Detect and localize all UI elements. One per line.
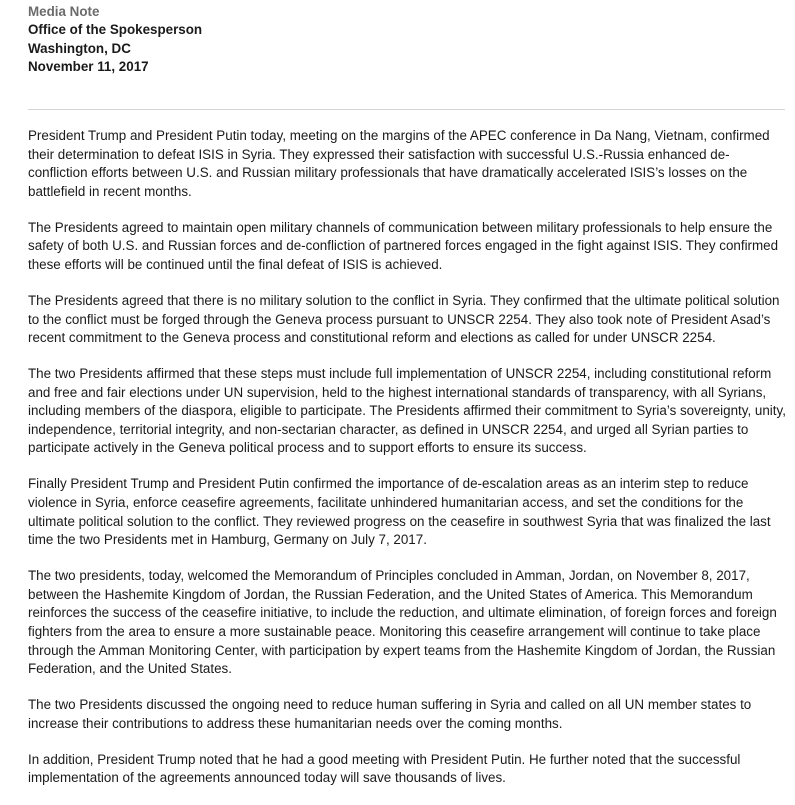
document-type-label: Media Note xyxy=(28,4,100,19)
statement-body xyxy=(28,127,786,805)
header-divider xyxy=(28,109,785,110)
document-header xyxy=(28,3,786,77)
paragraph-closing: In addition, President Trump noted that he had a good meeting with President Putin. He further noted that the successful implementation of the agreements announced today will save thousands of lives. xyxy=(28,751,741,786)
paragraph-military-channels: The Presidents agreed to maintain open military channels of communication between military professionals to help ensure the safety of both U.S. and Russian forces and de-confliction of partnered forces engaged in the fight against ISIS. They confirmed these efforts will be continued until the final defeat of ISIS is achieved. xyxy=(28,219,779,272)
paragraph-political-solution: The Presidents agreed that there is no military solution to the conflict in Syria. They confirmed that the ultimate political solution to the conflict must be forged through the Geneva process pursuant to UNSCR 2254. They also took note of President Asad’s recent commitment to the Geneva process and constitutional reform and elections as called for under UNSCR 2254. xyxy=(28,292,780,346)
paragraph-meeting-summary: President Trump and President Putin today, meeting on the margins of the APEC conference in Da Nang, Vietnam, confirmed their determination to defeat ISIS in Syria. They expressed their satisfaction with successful U.S.-Russia enhanced de-confliction efforts between U.S. and Russian military professionals that have dramatically accelerated ISIS’s losses on the battlefield in recent months. xyxy=(28,128,770,199)
issuing-office: Office of the Spokesperson xyxy=(28,22,203,38)
dateline-location: Washington, DC xyxy=(28,40,131,56)
paragraph-memorandum: The two presidents, today, welcomed the Memorandum of Principles concluded in Amman, Jordan, on November 8, 2017, between the Hashemite Kingdom of Jordan, the Russian Federation, and the United States of America. This Memorandum reinforces the success of the ceasefire initiative, to include the reduction, and ultimate elimination, of foreign forces and foreign fighters from the area to ensure a more sustainable peace. Monitoring this ceasefire arrangement will continue to take place through the Amman Monitoring Center, with participation by expert teams from the Hashemite Kingdom of Jordan, the Russian Federation, and the United States. xyxy=(28,568,777,677)
paragraph-unscr-implementation: The two Presidents affirmed that these steps must include full implementation of UNSCR 2254, including constitutional reform and free and fair elections under UN supervision, held to the highest international standards of transparency, with all Syrians, including members of the diaspora, eligible to participate. The Presidents affirmed their commitment to Syria’s sovereignty, unity, independence, territorial integrity, and non-sectarian character, as defined in UNSCR 2254, and urged all Syrian parties to participate actively in the Geneva political process and to support efforts to ensure its success. xyxy=(28,366,786,456)
paragraph-humanitarian: The two Presidents discussed the ongoing need to reduce human suffering in Syria and called on all UN member states to increase their contributions to address these humanitarian needs over the coming months. xyxy=(28,697,752,731)
release-date: November 11, 2017 xyxy=(28,59,149,75)
paragraph-de-escalation: Finally President Trump and President Putin confirmed the importance of de-escalation areas as an interim step to reduce violence in Syria, enforce ceasefire agreements, facilitate unhindered humanitarian access, and set the conditions for the ultimate political solution to the conflict. They reviewed progress on the ceasefire in southwest Syria that was finalized the last time the two Presidents met in Hamburg, Germany on July 7, 2017. xyxy=(28,476,771,548)
